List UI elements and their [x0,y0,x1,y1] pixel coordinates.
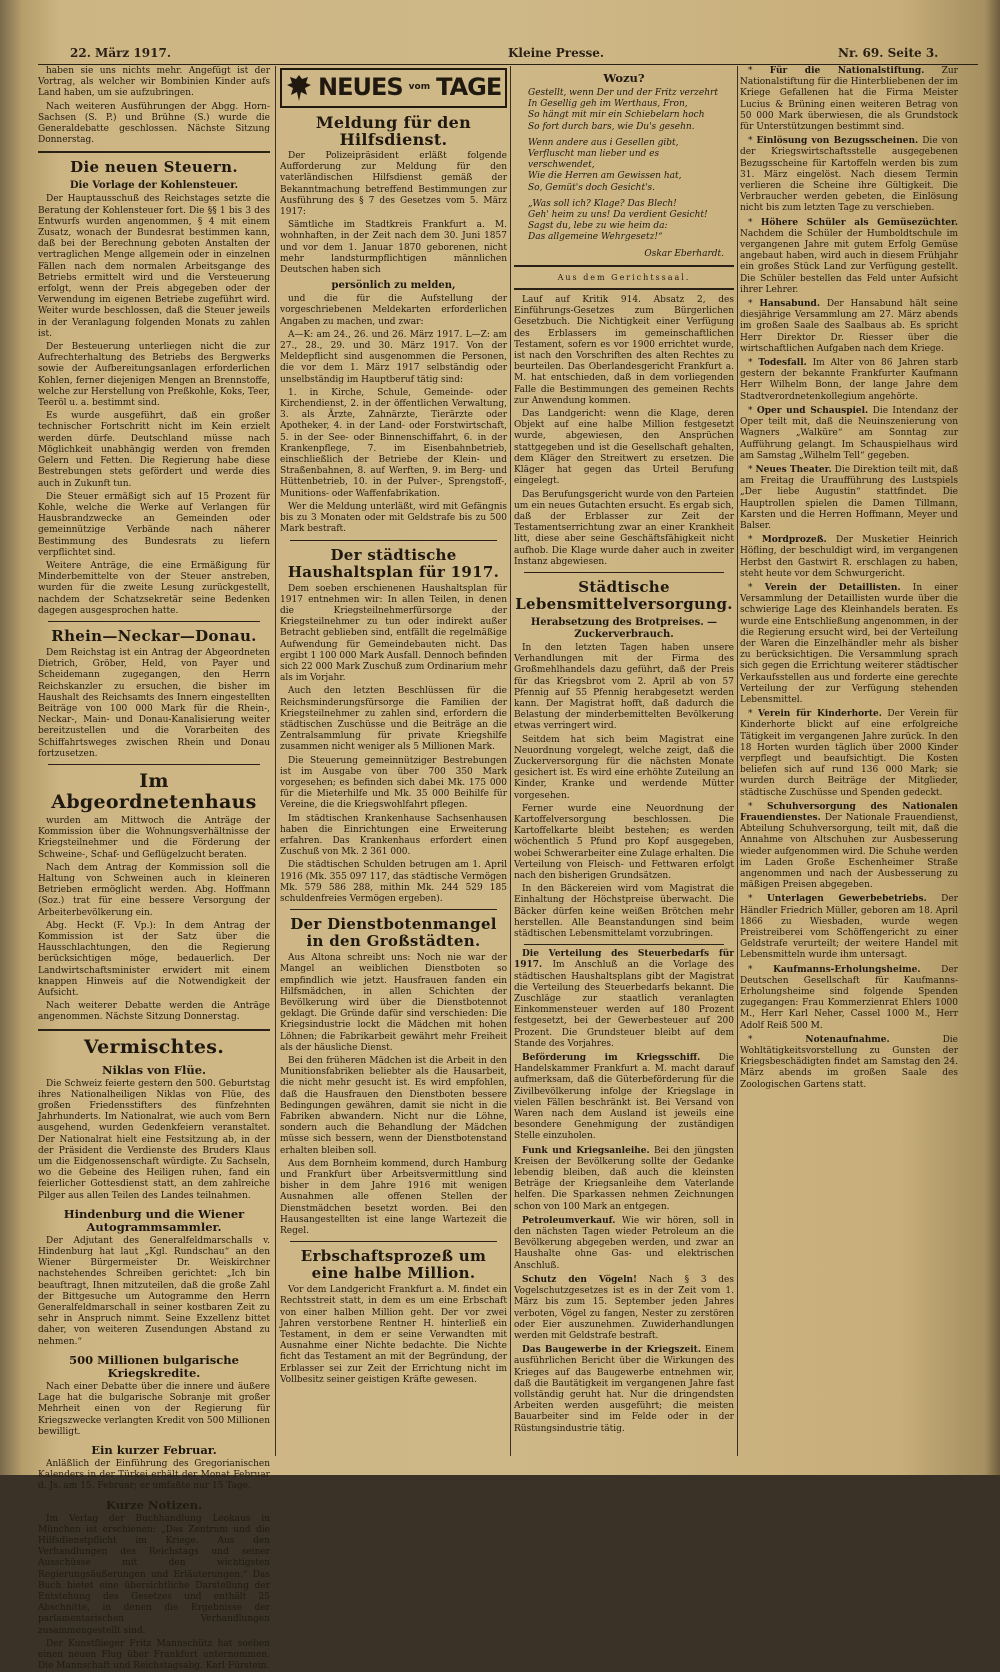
header-issue-page: Nr. 69. Seite 3. [838,46,939,60]
column-4 [740,66,958,1461]
article-text: Vor dem Landgericht Frankfurt a. M. findet ein Rechtsstreit statt, in dem es um eine Erbschaft von einer halben Million geht. Der vor zwei Jahren verstorbene Rentner H. hinterließ ein Testament, in dem er seine Verwandten mit Ausnahme einer Nichte bedachte. Die Nichte ficht das Testament an mit der Begründung, der Erblasser sei zur Zeit der Errichtung nicht im Vollbesitz seiner geistigen Kräfte gewesen. [280,1285,507,1385]
header-date: 22. März 1917. [70,46,172,60]
news-item-head: Beförderung im Kriegsschiff. [522,1053,701,1064]
divider [290,540,497,541]
local-news-head: Verein für Kinderhorte. [758,709,882,720]
local-news-text: In einer Versammlung der Detaillisten wurde über die schwierige Lage des Kleinhandels beraten. Es wurde eine Entschließung angenommen, in der die Regierung ersucht wird, bei der Verteilung der Waren die Einzelhändler mehr als bisher zu berücksichtigen. Die Versammlung sprach sich gegen die Errichtung weiterer städtischer Verkaufsstellen aus und forderte eine gerechte Verteilung der zur Verfügung stehenden Lebensmittel. [740,582,958,705]
local-news-text: Der Musketier Heinrich Höfling, der beschuldigt wird, im vergangenen Herbst den Gastwirt R. erschlagen zu haben, steht heute vor dem Schwurgericht. [740,535,958,579]
local-news-head: Verein der Detaillisten. [764,582,901,593]
article-text: Seitdem hat sich beim Magistrat eine Neuordnung vorgelegt, welche zeigt, daß die Zuckerversorgung für die nächsten Monate gesichert ist. Es wird eine erhöhte Zuteilung an Kinder, Kranke und werdende Mütter vorgesehen. [514,734,734,801]
article-text: Nach weiteren Ausführungen der Abgg. Horn-Sachsen (S. P.) und Brühne (S.) wurde die Generaldebatte geschlossen. Nächste Sitzung Donnerstag. [38,101,270,146]
subheadline-meldung: persönlich zu melden, [331,280,456,292]
masthead-tage: TAGE [436,73,502,102]
news-item-text: Einem ausführlichen Bericht über die Wirkungen des Krieges auf das Baugewerbe entnehmen wir, daß die Bautätigkeit im vergangenen Jahre fast vollständig geruht hat. Nur die dringendsten Arbeiten werden ausgeführt; die meisten Bauarbeiter sind im Felde oder in der Rüstungsindustrie tätig. [514,1345,734,1434]
local-news-item: * Kaufmanns-Erholungsheime. Der Deutschen Gesellschaft für Kaufmanns-Erholungsheime sind folgende Spenden zugegangen: Frau Kommerzienrat Ehlers 1000 M., Herr Karl Neher, Cassel 1000 M., Herr Adolf Reiß 500 M. [740,964,958,1031]
article-text: Das Berufungsgericht wurde von den Parteien um ein neues Gutachten ersucht. Es ergab sich, daß der Erblasser zur Zeit der Testamentserrichtung zwar an einer Krankheit litt, diese aber seine Geschäftsfähigkeit nicht aufhob. Die Klage wurde daher auch in zweiter Instanz abgewiesen. [514,489,734,567]
article-text: Der Hauptausschuß des Reichstages setzte die Beratung der Kohlensteuer fort. Die §§ 1 bis 3 des Entwurfs wurden angenommen, § 4 mit einem Zusatz, wonach der Bundesrat bestimmen kann, daß bei der Berechnung geboten Anstalten der vertraglichen Menge allgemein oder in einzelnen Fällen nach dem normalen Arbeitsgange des Betriebs ermittelt wird und die Versteuerung erfolgt, wenn der Preis abgegeben oder der Verwendung im eigenen Betriebe zugeführt wird. Weiter wurde beschlossen, daß die Steuer jeweils in der Veranlagung folgenden Monats zu zahlen ist. [38,194,270,339]
neues-vom-tage-masthead [280,68,507,108]
headline-vermischtes: Vermischtes. [83,1035,225,1058]
poem-stanza: Gestellt, wenn Der und der Fritz verzehrt In Gesellig geh im Werthaus, Fron, So hängt mit mir ein Schiebelarn hoch So fort durch bars, wie Du's gesehn. [528,88,718,132]
local-news-text: Die von der Kriegswirtschaftsstelle ausgegebenen Bezugsscheine für Kartoffeln werden bis zum 31. März eingelöst. Nach diesem Termin verlieren die Scheine ihre Gültigkeit. Die Verbraucher werden gebeten, die Einlösung nicht bis zum letzten Tage zu verschieben. [740,136,958,214]
local-news-head: Höhere Schüler als Gemüsezüchter. [760,217,958,228]
headline-kurzer-februar: Ein kurzer Februar. [91,1442,217,1457]
column-2 [280,66,507,1461]
article-text: Aus dem Bornheim kommend, durch Hamburg und Frankfurt über Arbeitsvermittlung sind bisher in dem Jahre 1916 mit wenigen Ausnahmen alle offenen Stellen der Dienstmädchen besetzt worden. Bei den Hausangestellten ist eine lange Wartezeit die Regel. [280,1158,507,1237]
masthead-vom: vom [408,82,431,93]
news-item-head: Die Verteilung des Steuerbedarfs für 1917. [514,949,734,971]
article-text: Nach weiterer Debatte werden die Anträge angenommen. Nächste Sitzung Donnerstag. [38,1001,270,1023]
news-item [514,1146,734,1213]
article-text: Der Adjutant des Generalfeldmarschalls v. Hindenburg hat laut „Kgl. Rundschau“ an den Wiener Bürgermeister Dr. Weiskirchner nachstehendes Schreiben gerichtet: „Ich bin beauftragt, Ihnen mitzuteilen, daß die große Zahl der Bittgesuche um Autogramme den Herrn Generalfeldmarschall in seiner kostbaren Zeit zu sehr in Anspruch nimmt. Seine Exzellenz bittet daher, von weiteren Zusendungen Abstand zu nehmen.“ [38,1235,270,1347]
headline-erbschaftsprozess: Erbschaftsprozeß um eine halbe Million. [300,1247,487,1283]
article-text: In den letzten Tagen haben unsere Verhandlungen mit der Firma des Großmehlhandels dazu geführt, daß der Preis für das Kriegsbrot vom 2. April ab von 57 Pfennig auf 55 Pfennig herabgesetzt werden kann. Der Magistrat hofft, daß dadurch die Belastung der minderbemittelten Bevölkerung etwas verringert wird. [514,642,734,732]
divider [290,909,497,910]
local-news-item: * Schuhversorgung des Nationalen Frauendienstes. Der Nationale Frauendienst, Abteilung Schuhversorgung, teilt mit, daß die Annahme von Altschuhen zur Ausbesserung wieder aufgenommen wird. Die Schuhe werden im Laden Große Eschenheimer Straße angenommen und nach der Ausbesserung zu mäßigen Preisen abgegeben. [740,801,958,891]
article-text: Aus Altona schreibt uns: Noch nie war der Mangel an weiblichen Dienstboten so empfindlich wie jetzt. Hausfrauen fanden ein Hilfsmädchen, in allen Schichten der Bevölkerung wird über die Dienstbotennot geklagt. Die Gründe dafür sind verschieden: Die Kriegsindustrie lockt die Mädchen mit hohen Löhnen; die Fabrikarbeit gewährt mehr Freiheit als der häusliche Dienst. [280,953,507,1053]
subheadline-kohlensteuer: Die Vorlage der Kohlensteuer. [69,180,239,192]
article-text: und die für die Aufstellung der vorgeschriebenen Meldekarten erforderlichen Angaben zu machen, und zwar: [280,294,507,327]
divider [38,151,270,153]
divider [38,1029,270,1031]
poem-signature: Oskar Eberhardt. [644,248,724,259]
news-item-head: Schutz den Vögeln! [522,1274,638,1285]
article-text: Ferner wurde eine Neuordnung der Kartoffelversorgung beschlossen. Die Kartoffelkarte bleibt bestehen; es werden wöchentlich 5 Pfund pro Kopf ausgegeben, wobei Schwerarbeiter eine Zulage erhalten. Die Verteilung von Fleisch- und Fettwaren erfolgt nach den bisherigen Grundsätzen. [514,803,735,881]
local-news-text: Der Hansabund hält seine diesjährige Versammlung am 27. März abends im großen Saale des Saalbaus ab. Es spricht Herr Direktor Dr. Riesser über die wirtschaftlichen Aufgaben nach dem Kriege. [740,299,958,354]
local-news-head: Hansabund. [759,299,820,310]
local-news-item: * Verein für Kinderhorte. Der Verein für Kinderhorte blickt auf eine erfolgreiche Tätigkeit im vergangenen Jahre zurück. In den 18 Horten wurden täglich über 2000 Kinder verpflegt und beaufsichtigt. Die Kosten beliefen sich auf rund 136 000 Mark; sie wurden durch Beiträge der Mitglieder, städtische Zuschüsse und Spenden gedeckt. [740,709,958,798]
news-item-text: Die Handelskammer Frankfurt a. M. macht darauf aufmerksam, daß die Güterbeförderung für die Zivilbevölkerung infolge der Kriegslage in vielen Fällen beschränkt ist. Bei Versand von Waren nach dem Ausland ist jeweils eine besondere Genehmigung der zuständigen Stelle einzuholen. [514,1053,734,1142]
article-text: Die Steuer ermäßigt sich auf 15 Prozent für Kohle, welche die Werke auf Verlangen für Hausbrandzwecke an Gemeinden oder gemeinnützige Verbände nach näherer Bestimmung des Bundesrats zu liefern verpflichtet sind. [38,491,270,558]
article-text: Bei den früheren Mädchen ist die Arbeit in den Munitionsfabriken beliebter als die Hausarbeit, die nicht mehr gesucht ist. Es wird empfohlen, daß die Hausfrauen den Dienstboten bessere Bedingungen gewähren, damit sie nicht in die Fabriken abwandern. Nicht nur die Löhne, sondern auch die Behandlung der Mädchen müsse sich bessern, wenn der Dienstbotenstand erhalten bleiben soll. [280,1056,507,1156]
news-item [514,1216,734,1272]
article-text: Weitere Anträge, die eine Ermäßigung für Minderbemittelte von der Steuer anstreben, wurden für die zweite Lesung zurückgestellt, nachdem der Schatzsekretär seine Bedenken dagegen ausgesprochen hatte. [38,560,270,616]
article-text: 1. in Kirche, Schule, Gemeinde- oder Kirchendienst, 2. in der öffentlichen Verwaltung, 3. als Ärzte, Zahnärzte, Tierärzte oder Apotheker, 4. in der Land- oder Forstwirtschaft, 5. in der See- oder Binnenschiffahrt, 6. in der Krankenpflege, 7. im Eisenbahnbetrieb, einschließlich der Betriebe der Klein- und Straßenbahnen, 8. auf Werften, 9. im Berg- und Hüttenbetrieb, 10. in der Pulver-, Sprengstoff-, Munitions- oder Waffenfabrikation. [280,387,507,499]
poem-title: Wozu? [603,71,645,85]
local-news-item: * Verein der Detaillisten. In einer Versammlung der Detaillisten wurde über die schwierige Lage des Kleinhandels beraten. Es wurde eine Entschließung angenommen, in der die Regierung ersucht wird, bei der Verteilung der Waren die Einzelhändler mehr als bisher zu berücksichtigen. Die Versammlung sprach sich gegen die Errichtung weiterer städtischer Verkaufsstellen aus und forderte eine gerechte Verteilung der zur Verfügung stehenden Lebensmittel. [740,582,958,705]
masthead-neues: NEUES [318,73,403,102]
article-text: Es wurde ausgeführt, daß ein großer technischer Fortschritt nicht im Kein erzielt werden dürfe. Deutschland müsse nach Möglichkeit unabhängig werden von fremden Gelern und Fetten. Die Regierung habe diese Bestrebungen stets gefördert und werde dies auch in Zukunft tun. [38,411,270,489]
local-news-text: Die Wohltätigkeitsvorstellung zu Gunsten der Kriegsbeschädigten findet am Samstag den 24. März abends im großen Saale des Zoologischen Gartens statt. [740,1034,958,1090]
news-item-text: Im Anschluß an die Vorlage des städtischen Haushaltsplans gibt der Magistrat die Verteilung des Steuerbedarfs bekannt. Die Zuschläge zur staatlich veranlagten Einkommensteuer werden auf 180 Prozent festgesetzt, bei der Gewerbesteuer auf 200 Prozent. Die Grundsteuer bleibt auf dem Stande des Vorjahres. [514,960,734,1049]
header-paper-name: Kleine Presse. [508,46,605,60]
section-strip: Aus dem Gerichtssaal. [557,272,691,282]
column-rule [275,66,276,1456]
local-news-head: Kaufmanns-Erholungsheime. [773,964,921,975]
local-news-item: * Höhere Schüler als Gemüsezüchter. Nachdem die Schüler der Humboldtschule im vergangenen Jahre mit gutem Erfolg Gemüse angebaut haben, wird auch in diesem Frühjahr ein großes Stück Land zur Verfügung gestellt. Die Schüler bestellen das Feld unter Aufsicht ihrer Lehrer. [740,217,958,295]
left-page-edge [0,40,34,1440]
news-item-text: Wie wir hören, soll in den nächsten Tagen wieder Petroleum an die Bevölkerung abgegeben werden, und zwar an Haushalte ohne Gas- und elektrischen Anschluß. [514,1215,734,1271]
divider [48,764,260,765]
column-rule [737,66,738,1456]
article-text: Abg. Heckt (F. Vp.): In dem Antrag der Kommission ist der Satz über die Hausschlachtungen, den die Regierung berücksichtigen möge, bedauerlich. Der Landwirtschaftsminister erwidert mit einem knappen Hinweis auf die Notwendigkeit der Aufsicht. [38,920,270,999]
news-item-head: Petroleumverkauf. [522,1215,616,1226]
local-news-head: Für die Nationalstiftung. [769,66,925,76]
article-text: Dem soeben erschienenen Haushaltsplan für 1917 entnehmen wir: In allen Teilen, in denen die Kriegsteilnehmerfürsorge der Kriegsteilnehmer zu tun oder indirekt außer Betracht geblieben sind, entfällt die regelmäßige Aufwendung für Gemeindebauten nicht. Das ergibt 1 100 000 Mark Ausfall. Dennoch befinden sich 22 000 Mark Zuschuß zum Ordinarium mehr als im Vorjahr. [280,583,507,684]
article-text: Nach dem Antrag der Kommission soll die Haltung von Schweinen auch in kleineren Betrieben ermöglicht werden. Abg. Hoffmann (Soz.) trat für eine bessere Versorgung der Arbeiterbevölkerung ein. [38,862,270,918]
local-news-item: * Hansabund. Der Hansabund hält seine diesjährige Versammlung am 27. März abends im großen Saale des Saalbaus ab. Es spricht Herr Direktor Dr. Riesser über die wirtschaftlichen Aufgaben nach dem Kriege. [740,299,958,354]
poem-stanza: „Was soll ich? Klage? Das Blech! Geh' heim zu uns! Da verdient Gesicht! Sagst du, lebe zu wie heim da: Das allgemeine Wehrgesetz!“ [528,198,708,243]
article-text: Die Steuerung gemeinnütziger Bestrebungen ist im Ausgabe von über 700 350 Mark vorgesehen; es befinden sich dabei Mk. 175 000 für die Mieterhilfe und Mk. 35 000 Beihilfe für Vereine, die die Kriegswohlfahrt pflegen. [280,755,507,811]
local-news-item: * Todesfall. Im Alter von 86 Jahren starb gestern der bekannte Frankfurter Kaufmann Herr Wilhelm Bonn, der lange Jahre dem Stadtverordnetenkollegium angehörte. [740,358,958,402]
local-news-head: Neues Theater. [755,464,832,475]
news-item [514,1345,734,1435]
local-news-text: Nachdem die Schüler der Humboldtschule im vergangenen Jahre mit gutem Erfolg Gemüse angebaut haben, wird auch in diesem Frühjahr ein großes Stück Land zur Verfügung gestellt. Die Schüler bestellen das Feld unter Aufsicht ihrer Lehrer. [740,228,958,295]
divider [48,621,260,622]
local-news-text: Zur Nationalstiftung für die Hinterbliebenen der im Kriege Gefallenen hat die Firma Meister Lucius & Brüning einen weiteren Betrag von 50 000 Mark überwiesen, die als Grundstock für Unterstützungen bestimmt sind. [740,66,958,133]
headline-steuern: Die neuen Steuern. [70,158,238,177]
article-text: Der Polizeipräsident erläßt folgende Aufforderung zur Meldung für den vaterländischen Hilfsdienst gemäß der Bekanntmachung betreffend Bestimmungen zur Ausführung des § 7 des Gesetzes vom 5. März 1917: [280,151,507,218]
local-news-item: * Für die Nationalstiftung. Zur Nationalstiftung für die Hinterbliebenen der im Kriege Gefallenen hat die Firma Meister Lucius & Brüning einen weiteren Betrag von 50 000 Mark überwiesen, die als Grundstock für Unterstützungen bestimmt sind. [740,66,958,133]
column-3 [514,66,734,1461]
news-item-text: Nach § 3 des Vogelschutzgesetzes ist es in der Zeit vom 1. März bis zum 15. September jeden Jahres verboten, Vögel zu fangen, Nester zu zerstören oder Eier auszunehmen. Zuwiderhandlungen werden mit Geldstrafe bestraft. [514,1274,734,1341]
divider [514,288,734,290]
article-text: Wer die Meldung unterläßt, wird mit Gefängnis bis zu 3 Monaten oder mit Geldstrafe bis zu 500 Mark bestraft. [280,501,507,535]
article-text: Die städtischen Schulden betrugen am 1. April 1916 (Mk. 355 097 117, das städtische Vermögen Mk. 579 586 288, mithin Mk. 244 529 185 schuldenfreies Vermögen ergeben). [280,860,507,904]
article-text: Die Schweiz feierte gestern den 500. Geburtstag ihres Nationalheiligen Niklas von Flüe, des großen Friedensstifters des fünfzehnten Jahrhunderts. Im Nationalrat, wie auch vom Bern ausgehend, wurden Gedenkfeiern veranstaltet. Der Nationalrat hielt eine Festsitzung ab, in der der Präsident die Verdienste des Bruders Klaus um die Eidgenossenschaft würdigte. Zu Sachseln, wo die Gebeine des Heiligen ruhen, fand ein feierlicher Gottesdienst statt, an dem zahlreiche Pilger aus allen Teilen des Landes teilnahmen. [38,1078,270,1201]
local-news-head: Notenaufnahme. [805,1034,890,1045]
news-item-head: Funk und Kriegsanleihe. [522,1145,650,1156]
local-news-text: Der Nationale Frauendienst, Abteilung Schuhversorgung, teilt mit, daß die Annahme von Altschuhen zur Ausbesserung wieder aufgenommen wird. Die Schuhe werden im Laden Große Eschenheimer Straße angenommen und nach der Ausbesserung zu mäßigen Preisen abgegeben. [740,813,958,891]
poem-stanza: Wenn andere aus i Gesellen gibt, Verfluscht man lieber und es verschwendet, Wie die Herren am Gewissen hat, So, Gemüt's doch Gesicht's. [528,137,682,193]
local-news-text: Der Verein für Kinderhorte blickt auf eine erfolgreiche Tätigkeit im vergangenen Jahre zurück. In den 18 Horten wurden täglich über 2000 Kinder verpflegt und beaufsichtigt. Die Kosten beliefen sich auf rund 136 000 Mark; sie wurden durch Beiträge der Mitglieder, städtische Zuschüsse und Spenden gedeckt. [740,709,958,798]
headline-lebensmittelversorgung: Städtische Lebensmittelversorgung. [515,577,733,613]
headline-abgeordnetenhaus: Im Abgeordnetenhaus [51,769,257,813]
local-news-list [740,66,958,1091]
local-news-item: * Neues Theater. Die Direktion teilt mit, daß am Freitag die Uraufführung des Lustspiels „Der liebe Augustin“ stattfindet. Die Hauptrollen spielen die Damen Tillmann, Karsten und die Herren Hoffmann, Meyer und Balser. [740,464,958,531]
local-news-head: Mordprozeß. [761,535,827,546]
article-text: Im städtischen Krankenhause Sachsenhausen haben die Einrichtungen eine Erweiterung erfahren. Das Krankenhaus erfordert einen Zuschuß von Mk. 2 361 000. [280,813,507,858]
local-news-head: Oper und Schauspiel. [756,405,869,416]
page-header [38,44,978,65]
article-text: Dem Reichstag ist ein Antrag der Abgeordneten Dietrich, Gröber, Held, von Payer und Scheidemann zugegangen, den Herrn Reichskanzler zu ersuchen, die bisher im Haushalt des Reichsamts des Innern eingestellten Beiträge von 100 000 Mark für die Rhein-, Neckar-, Main- und Donau-Kanalisierung weiter bereitzustellen und die Vorarbeiten des Schiffahrtsweges zwischen Rhein und Donau fortzusetzen. [38,647,270,759]
headline-dienstbotenmangel: Der Dienstbotenmangel in den Großstädten. [290,915,497,951]
article-text: A—K: am 24., 26. und 26. März 1917. L—Z: am 27., 28., 29. und 30. März 1917. Von der Meldepflicht sind ausgenommen die Personen, die vor dem 1. März 1917 selbständig oder unselbständig im Hauptberuf tätig sind: [280,329,507,385]
news-item [514,949,734,1050]
headline-kurze-notizen: Kurze Notizen. [105,1497,203,1512]
article-text: Sämtliche im Stadtkreis Frankfurt a. M. wohnhaften, in der Zeit nach dem 30. Juni 1857 und vor dem 1. Januar 1870 geborenen, nicht mehr landsturmpflichtigen männlichen Deutschen haben sich [280,220,507,276]
news-item [514,1053,734,1143]
article-text: Das Landgericht: wenn die Klage, deren Objekt auf eine halbe Million festgesetzt wurde, abgewiesen, den Ansprüchen stattgegeben und ist die Gesellschaft gehalten, dem Kläger den Streitwert zu ersetzen. Die Kläger hat gegen das Urteil Berufung eingelegt. [514,409,734,487]
divider [290,1241,497,1242]
article-text: Der Kunstflieger Fritz Mannschütz hat soeben einen neuen Flug über Frankfurt unternommen. Die Mannschaft und Reichstagsabg. Karl Fürstein. [38,1638,270,1672]
news-item-head: Das Baugewerbe in der Kriegszeit. [522,1345,701,1356]
article-text: Nach einer Debatte über die innere und äußere Lage hat die bulgarische Sobranje mit großer Mehrheit einen von der Regierung für Kriegszwecke verlangten Kredit von 500 Millionen bewilligt. [38,1381,270,1437]
column-rule [510,66,511,1456]
local-news-text: Der Händler Friedrich Müller, geboren am 18. April 1866 zu Wiesbaden, wurde wegen Preistreiberei vom Schöffengericht zu einer Geldstrafe verurteilt; der weitere Handel mit Lebensmitteln wurde ihm untersagt. [740,894,958,961]
headline-hilfsdienst: Meldung für den Hilfsdienst. [315,113,472,149]
article-text: wurden am Mittwoch die Anträge der Kommission über die Wohnungsverhältnisse der Kriegsteilnehmer und die Förderung der Schweine-, Schaf- und Geflügelzucht beraten. [38,815,270,860]
local-news-item: * Unterlagen Gewerbebetriebs. Der Händler Friedrich Müller, geboren am 18. April 1866 zu Wiesbaden, wurde wegen Preistreiberei vom Schöffengericht zu einer Geldstrafe verurteilt; der weitere Handel mit Lebensmitteln wurde ihm untersagt. [740,894,958,961]
subheadline-brotpreis: Herabsetzung des Brotpreises. — Zuckerverbrauch. [530,616,718,640]
headline-haushaltsplan: Der städtische Haushaltsplan für 1917. [287,545,500,581]
divider [514,265,734,267]
local-news-text: Der Deutschen Gesellschaft für Kaufmanns-Erholungsheime sind folgende Spenden zugegangen: Frau Kommerzienrat Ehlers 1000 M., Herr Karl Neher, Cassel 1000 M., Herr Adolf Reiß 500 M. [740,964,958,1031]
local-news-text: Die Direktion teilt mit, daß am Freitag die Uraufführung des Lustspiels „Der liebe Augustin“ stattfindet. Die Hauptrollen spielen die Damen Tillmann, Karsten und die Herren Hoffmann, Meyer und Balser. [740,464,958,531]
headline-niklas-von-flue: Niklas von Flüe. [101,1062,207,1077]
article-text: Anläßlich der Einführung des Gregorianischen Kalenders in der Türkei erhält der Monat Februar d. Js. am 15. Februar; er umfaßte nur 15 Tage. [38,1458,270,1492]
column-1 [38,66,270,1672]
divider [524,572,724,573]
article-text: Im Verlag der Buchhandlung Leokaus in München ist erschienen: „Das Zentrum und die Hilfsdienstpflicht im Kriege. Aus den Verhandlungen des Reichstags und seiner Ausschüsse mit den wichtigsten Regierungsäußerungen und Erläuterungen.“ Das Buch bietet eine übersichtliche Darstellung der Entstehung des Gesetzes und enthält 25 Abschnitte, in denen die Ergebnisse der parlamentarischen Verhandlungen zusammengestellt sind. [38,1513,270,1636]
local-news-item: * Notenaufnahme. Die Wohltätigkeitsvorstellung zu Gunsten der Kriegsbeschädigten findet am Samstag den 24. März abends im großen Saale des Zoologischen Gartens statt. [740,1034,958,1090]
local-news-head: Schuhversorgung des Nationalen Frauendienstes. [740,801,958,823]
article-text: Der Besteuerung unterliegen nicht die zur Aufrechterhaltung des Betriebs des Bergwerks sowie der Aufbereitungsanlagen erforderlichen Kohlen, ferner diejenigen Mengen an Brennstoffe, welche zur Herstellung von Preßkohle, Koks, Teer, Teeröl u. a. bestimmt sind. [38,342,270,409]
local-news-head: Unterlagen Gewerbebetriebs. [766,894,927,905]
news-item [514,1275,734,1342]
divider [524,944,724,945]
news-item-text: Bei den jüngsten Kreisen der Bevölkerung sollte der Gedanke lebendig bleiben, daß auch die kleinsten Beträge der Kriegsanleihe dem Vaterlande helfen. Die Sparkassen nehmen Zeichnungen schon von 100 Mark an entgegen. [514,1145,734,1212]
local-news-item: * Oper und Schauspiel. Die Intendanz der Oper teilt mit, daß die Neuinszenierung von Wagners „Walküre“ am Sonntag zur Aufführung gelangt. Im Schauspielhaus wird am Samstag „Wilhelm Tell“ gegeben. [740,405,958,461]
local-news-item: * Einlösung von Bezugsscheinen. Die von der Kriegswirtschaftsstelle ausgegebenen Bezugsscheine für Kartoffeln werden bis zum 31. März eingelöst. Nach diesem Termin verlieren die Scheine ihre Gültigkeit. Die Verbraucher werden gebeten, die Einlösung nicht bis zum letzten Tage zu verschieben. [740,136,958,214]
poem [528,88,720,244]
eagle-icon [286,73,312,103]
local-news-head: Einlösung von Bezugsscheinen. [756,136,919,147]
headline-hindenburg: Hindenburg und die Wiener Autogrammsammler. [63,1206,245,1234]
article-text: In den Bäckereien wird vom Magistrat die Einhaltung der Höchstpreise überwacht. Die Bäcker dürfen keine weißen Brötchen mehr herstellen. Alle Beanstandungen sind beim städtischen Lebensmittelamt vorzubringen. [514,884,734,939]
headline-rhein-neckar-donau: Rhein—Neckar—Donau. [51,626,257,645]
local-news-item: * Mordprozeß. Der Musketier Heinrich Höfling, der beschuldigt wird, im vergangenen Herbst den Gastwirt R. erschlagen zu haben, steht heute vor dem Schwurgericht. [740,535,958,579]
local-news-text: Die Intendanz der Oper teilt mit, daß die Neuinszenierung von Wagners „Walküre“ am Sonntag zur Aufführung gelangt. Im Schauspielhaus wird am Samstag „Wilhelm Tell“ gegeben. [740,405,958,461]
article-text: haben sie uns nichts mehr. Angefügt ist der Vortrag, als welcher wir Bombinien Kinder aufs Land haben, um sie aufzubringen. [38,66,270,99]
article-text: Auch den letzten Beschlüssen für die Reichsminderungsfürsorge die Familien der Kriegsteilnehmer zu zahlen sind, erfordern die städtischen Zuschüsse und die Beiträge an die Zentralsammlung für private Kriegshilfe zusammen nicht weniger als 5 Millionen Mark. [280,686,507,753]
headline-bulgarische-kredite: 500 Millionen bulgarische Kriegskredite. [69,1352,239,1380]
article-text: Lauf auf Kritik 914. Absatz 2, des Einführungs-Gesetzes zum Bürgerlichen Gesetzbuch. Die Nichtigkeit einer Verfügung des Erblassers im gemeinschaftlichen Testament, sofern es vor 1900 errichtet wurde, ist nach den Vorschriften des alten Rechtes zu beurteilen. Das Oberlandesgericht Frankfurt a. M. hat entschieden, daß in dem vorliegenden Falle die Bestimmungen des gemeinen Rechts zur Anwendung kommen. [514,295,734,406]
local-news-head: Todesfall. [758,358,807,369]
local-news-text: Im Alter von 86 Jahren starb gestern der bekannte Frankfurter Kaufmann Herr Wilhelm Bonn, der lange Jahre dem Stadtverordnetenkollegium angehörte. [740,358,958,402]
